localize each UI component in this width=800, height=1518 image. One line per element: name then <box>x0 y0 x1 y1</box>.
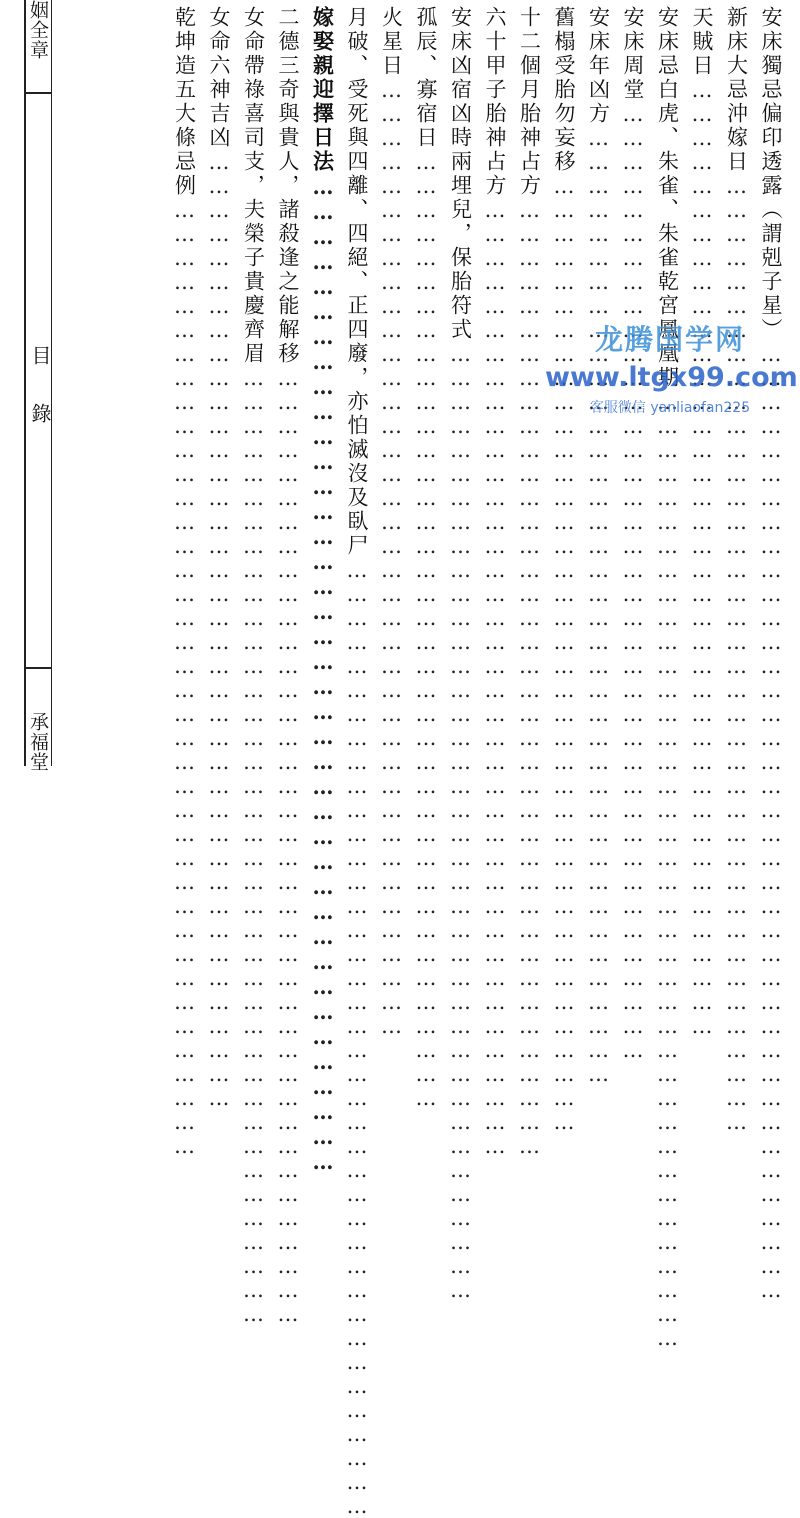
toc-entry-title: 孤辰、寡宿日 <box>414 6 438 150</box>
toc-entry <box>547 6 582 1134</box>
toc-leader-dots: ………………………………………………………………………………………………………… <box>724 174 749 1134</box>
toc-entry <box>202 6 237 1110</box>
margin-bottom-text: 承福堂 <box>27 712 49 772</box>
page-margin <box>0 0 52 772</box>
toc-leader-dots: ………………………………………………………………………………………………………… <box>207 150 231 1110</box>
toc-leader-dots: ………………………………………………………………………………………………………… <box>586 126 611 1086</box>
margin-divider-bottom <box>24 667 51 669</box>
toc-leader-dots: ………………………………………………………………………………………………………… <box>345 558 369 1518</box>
toc-entry-title: 安床凶宿凶時兩埋兒，保胎符式 <box>448 6 473 342</box>
toc-leader-dots: ………………………………………………………………………………………………………… <box>517 198 542 1158</box>
toc-leader-dots: ………………………………………………………………………………………………………… <box>172 198 197 1158</box>
toc-entry-title: 女命六神吉凶 <box>207 6 231 150</box>
toc-leader-dots: ………………………………………………………………………………………………………… <box>241 366 266 1326</box>
margin-section-label: 目錄 <box>28 345 52 461</box>
toc-entry-title: 女命帶祿喜司支，夫榮子貴慶齊眉 <box>241 6 266 366</box>
toc-leader-dots: ………………………………………………………………………………………………………… <box>310 174 336 1174</box>
watermark-url: www.ltgx99.com <box>545 362 798 393</box>
toc-entry-title: 十二個月胎神占方 <box>517 6 542 198</box>
toc-entry <box>616 6 651 1062</box>
toc-entry-title: 舊榻受胎勿妄移 <box>552 6 576 174</box>
margin-divider-top <box>24 92 51 94</box>
toc-entry-title: 月破、受死與四離、四絕、正四廢，亦怕滅沒及臥尸 <box>345 6 369 558</box>
toc-entry-title: 安床獨忌偏印透露（謂剋子星） <box>759 6 783 342</box>
margin-line-bottom <box>24 667 26 766</box>
table-of-contents <box>167 6 788 1518</box>
toc-leader-dots: ………………………………………………………………………………………………………… <box>448 342 473 1302</box>
toc-entry-title: 安床年凶方 <box>586 6 611 126</box>
toc-entry-title: 嫁娶親迎擇日法 <box>310 6 336 174</box>
toc-leader-dots: ………………………………………………………………………………………………………… <box>414 150 438 1110</box>
toc-entry-title: 天賊日 <box>690 6 714 78</box>
toc-leader-dots: ………………………………………………………………………………………………………… <box>690 78 714 1038</box>
toc-entry <box>478 6 513 1158</box>
toc-entry <box>754 6 789 1302</box>
toc-entry <box>374 6 409 1038</box>
toc-entry <box>650 6 685 1350</box>
watermark-title: 龙腾国学网 <box>594 323 745 356</box>
toc-entry-title: 新床大忌沖嫁日 <box>724 6 749 174</box>
toc-entry <box>271 6 306 1326</box>
toc-entry-title: 乾坤造五大條忌例 <box>172 6 197 198</box>
toc-leader-dots: ………………………………………………………………………………………………………… <box>621 102 645 1062</box>
toc-entry <box>340 6 375 1518</box>
toc-entry-title: 安床周堂 <box>621 6 645 102</box>
toc-entry-title: 二德三奇與貴人，諸殺逢之能解移 <box>276 6 300 366</box>
toc-leader-dots: ………………………………………………………………………………………………………… <box>552 174 576 1134</box>
margin-line-middle <box>24 92 26 667</box>
toc-entry <box>236 6 271 1326</box>
toc-entry <box>512 6 547 1158</box>
watermark-contact: 客服微信 yanliaofan225 <box>589 400 751 416</box>
toc-leader-dots: ………………………………………………………………………………………………………… <box>759 342 783 1302</box>
toc-leader-dots: ………………………………………………………………………………………………………… <box>483 198 507 1158</box>
margin-top-title: 姻全章 <box>27 0 49 60</box>
toc-leader-dots: ………………………………………………………………………………………………………… <box>276 366 300 1326</box>
toc-entry <box>581 6 616 1086</box>
toc-entry <box>409 6 444 1110</box>
toc-entry <box>167 6 202 1158</box>
toc-entry <box>685 6 720 1038</box>
toc-entry-title: 安床忌白虎、朱雀、朱雀乾宮鳳凰期 <box>655 6 680 390</box>
toc-entry <box>305 6 340 1174</box>
toc-entry-title: 六十甲子胎神占方 <box>483 6 507 198</box>
toc-leader-dots: ………………………………………………………………………………………………………… <box>379 78 404 1038</box>
toc-entry <box>719 6 754 1134</box>
toc-entry <box>443 6 478 1302</box>
margin-line-top <box>24 0 26 92</box>
toc-entry-title: 火星日 <box>379 6 404 78</box>
toc-leader-dots: ………………………………………………………………………………………………………… <box>655 390 680 1350</box>
